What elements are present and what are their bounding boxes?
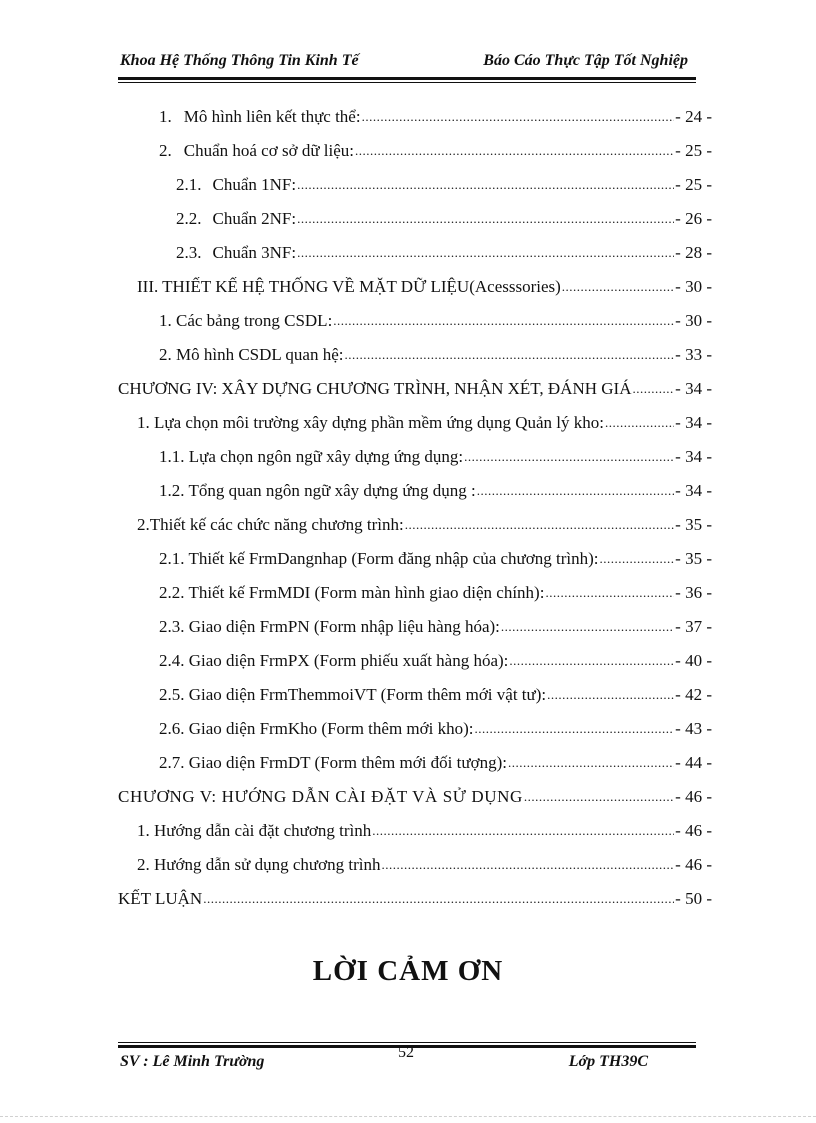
toc-dot-leader (381, 857, 674, 875)
toc-entry-page: - 43 - (675, 719, 712, 738)
toc-entry[interactable] (118, 783, 712, 807)
toc-entry-text: Chuẩn 2NF: (212, 209, 297, 228)
toc-entry-page: - 37 - (675, 617, 712, 636)
toc-entry-page: - 26 - (675, 209, 712, 228)
toc-entry[interactable] (159, 715, 712, 739)
toc-entry-page: - 30 - (675, 277, 712, 296)
toc-entry-text: KẾT LUẬN (118, 889, 203, 908)
toc-entry[interactable] (118, 885, 712, 909)
toc-entry[interactable] (176, 205, 712, 229)
toc-entry[interactable] (159, 579, 712, 603)
toc-dot-leader (464, 449, 674, 467)
toc-dot-leader (333, 313, 674, 331)
toc-dot-leader (355, 143, 674, 161)
toc-entry-text: Chuẩn 1NF: (212, 175, 297, 194)
toc-entry-text: 2. Mô hình CSDL quan hệ: (159, 345, 344, 364)
toc-entry-page: - 25 - (675, 141, 712, 160)
toc-entry[interactable] (137, 409, 712, 433)
toc-entry-text: 1.1. Lựa chọn ngôn ngữ xây dựng ứng dụng: (159, 447, 464, 466)
toc-entry-page: - 46 - (675, 821, 712, 840)
toc-dot-leader (203, 891, 674, 909)
toc-entry-text: 2.3. Giao diện FrmPN (Form nhập liệu hàng hóa): (159, 617, 500, 636)
toc-entry[interactable] (176, 239, 712, 263)
toc-dot-leader (562, 279, 674, 297)
toc-entry-text: 2.6. Giao diện FrmKho (Form thêm mới kho): (159, 719, 474, 738)
toc-dot-leader (297, 177, 674, 195)
toc-dot-leader (600, 551, 675, 569)
toc-entry[interactable] (159, 137, 712, 161)
toc-entry-page: - 44 - (675, 753, 712, 772)
toc-entry-page: - 30 - (675, 311, 712, 330)
toc-entry[interactable] (137, 851, 712, 875)
toc-entry-page: - 35 - (675, 515, 712, 534)
toc-entry[interactable] (159, 681, 712, 705)
toc-entry[interactable] (137, 817, 712, 841)
toc-entry-page: - 46 - (675, 855, 712, 874)
toc-entry[interactable] (176, 171, 712, 195)
toc-entry-page: - 25 - (675, 175, 712, 194)
toc-dot-leader (297, 211, 674, 229)
toc-entry-text: 2.1. Thiết kế FrmDangnhap (Form đăng nhập của chương trình): (159, 549, 599, 568)
page-edge-divider (0, 1116, 816, 1117)
toc-dot-leader (508, 755, 674, 773)
toc-entry[interactable] (159, 749, 712, 773)
toc-entry-page: - 24 - (675, 107, 712, 126)
page-header (118, 50, 696, 76)
toc-dot-leader (605, 415, 674, 433)
toc-entry[interactable] (137, 273, 712, 297)
toc-dot-leader (297, 245, 674, 263)
toc-entry-page: - 34 - (675, 481, 712, 500)
toc-dot-leader (633, 381, 675, 399)
toc-entry-page: - 28 - (675, 243, 712, 262)
toc-entry-page: - 40 - (675, 651, 712, 670)
toc-entry-text: Mô hình liên kết thực thể: (183, 107, 361, 126)
toc-entry-text: III. THIẾT KẾ HỆ THỐNG VỀ MẶT DỮ LIỆU(Acesssories) (137, 277, 561, 296)
toc-entry-page: - 42 - (675, 685, 712, 704)
toc-entry-text: 2.5. Giao diện FrmThemmoiVT (Form thêm mới vật tư): (159, 685, 547, 704)
toc-entry[interactable] (159, 647, 712, 671)
toc-entry-text: 2.2. Thiết kế FrmMDI (Form màn hình giao diện chính): (159, 583, 545, 602)
toc-entry-text: 1.2. Tổng quan ngôn ngữ xây dựng ứng dụng : (159, 481, 476, 500)
header-rule-thin (118, 82, 696, 83)
toc-dot-leader (477, 483, 674, 501)
toc-entry[interactable] (159, 477, 712, 501)
toc-entry-number: 2.2. (176, 209, 202, 228)
toc-entry-text: Chuẩn 3NF: (212, 243, 297, 262)
footer-page-number: 52 (398, 1044, 414, 1061)
toc-entry-text: 2.7. Giao diện FrmDT (Form thêm mới đối tượng): (159, 753, 507, 772)
toc-entry[interactable] (159, 613, 712, 637)
toc-entry-text: CHƯƠNG V: HƯỚNG DẪN CÀI ĐẶT VÀ SỬ DỤNG (118, 787, 523, 806)
toc-entry-page: - 34 - (675, 379, 712, 398)
toc-dot-leader (372, 823, 674, 841)
toc-dot-leader (344, 347, 674, 365)
toc-entry-page: - 34 - (675, 413, 712, 432)
toc-entry-page: - 46 - (675, 787, 712, 806)
toc-entry[interactable] (159, 443, 712, 467)
toc-entry-number: 1. (159, 107, 172, 126)
toc-entry-text: 1. Lựa chọn môi trường xây dựng phần mềm ứng dụng Quản lý kho: (137, 413, 605, 432)
toc-entry-text: Chuẩn hoá cơ sở dữ liệu: (183, 141, 354, 160)
toc-entry[interactable] (159, 103, 712, 127)
toc-entry-page: - 50 - (675, 889, 712, 908)
toc-dot-leader (524, 789, 674, 807)
toc-dot-leader (475, 721, 675, 739)
toc-entry[interactable] (159, 341, 712, 365)
toc-entry-text: 2.4. Giao diện FrmPX (Form phiếu xuất hàng hóa): (159, 651, 509, 670)
footer-class: Lớp TH39C (568, 1053, 648, 1070)
toc-entry[interactable] (159, 307, 712, 331)
footer-rule-thin (118, 1042, 696, 1043)
toc-entry-text: 1. Các bảng trong CSDL: (159, 311, 333, 330)
toc-entry-page: - 36 - (675, 583, 712, 602)
toc-entry-text: 2.Thiết kế các chức năng chương trình: (137, 515, 404, 534)
header-report-title: Báo Cáo Thực Tập Tốt Nghiệp (483, 52, 688, 69)
toc-dot-leader (362, 109, 675, 127)
header-rule-thick (118, 77, 696, 80)
toc-dot-leader (405, 517, 674, 535)
toc-entry-page: - 33 - (675, 345, 712, 364)
toc-entry-page: - 34 - (675, 447, 712, 466)
footer-student: SV : Lê Minh Trường (120, 1053, 265, 1070)
header-faculty: Khoa Hệ Thống Thông Tin Kinh Tế (120, 52, 359, 69)
page-footer (118, 1044, 696, 1074)
toc-entry-text: CHƯƠNG IV: XÂY DỰNG CHƯƠNG TRÌNH, NHẬN XÉT, ĐÁNH GIÁ (118, 379, 632, 398)
toc-entry[interactable] (118, 375, 712, 399)
toc-entry-number: 2. (159, 141, 172, 160)
toc-dot-leader (545, 585, 674, 603)
toc-entry[interactable] (137, 511, 712, 535)
toc-dot-leader (509, 653, 674, 671)
toc-entry-page: - 35 - (675, 549, 712, 568)
toc-entry-text: 2. Hướng dẫn sử dụng chương trình (137, 855, 381, 874)
toc-entry[interactable] (159, 545, 712, 569)
toc-entry-text: 1. Hướng dẫn cài đặt chương trình (137, 821, 372, 840)
toc-dot-leader (501, 619, 674, 637)
toc-dot-leader (547, 687, 674, 705)
toc-entry-number: 2.1. (176, 175, 202, 194)
section-title: LỜI CẢM ƠN (312, 955, 504, 987)
toc-entry-number: 2.3. (176, 243, 202, 262)
